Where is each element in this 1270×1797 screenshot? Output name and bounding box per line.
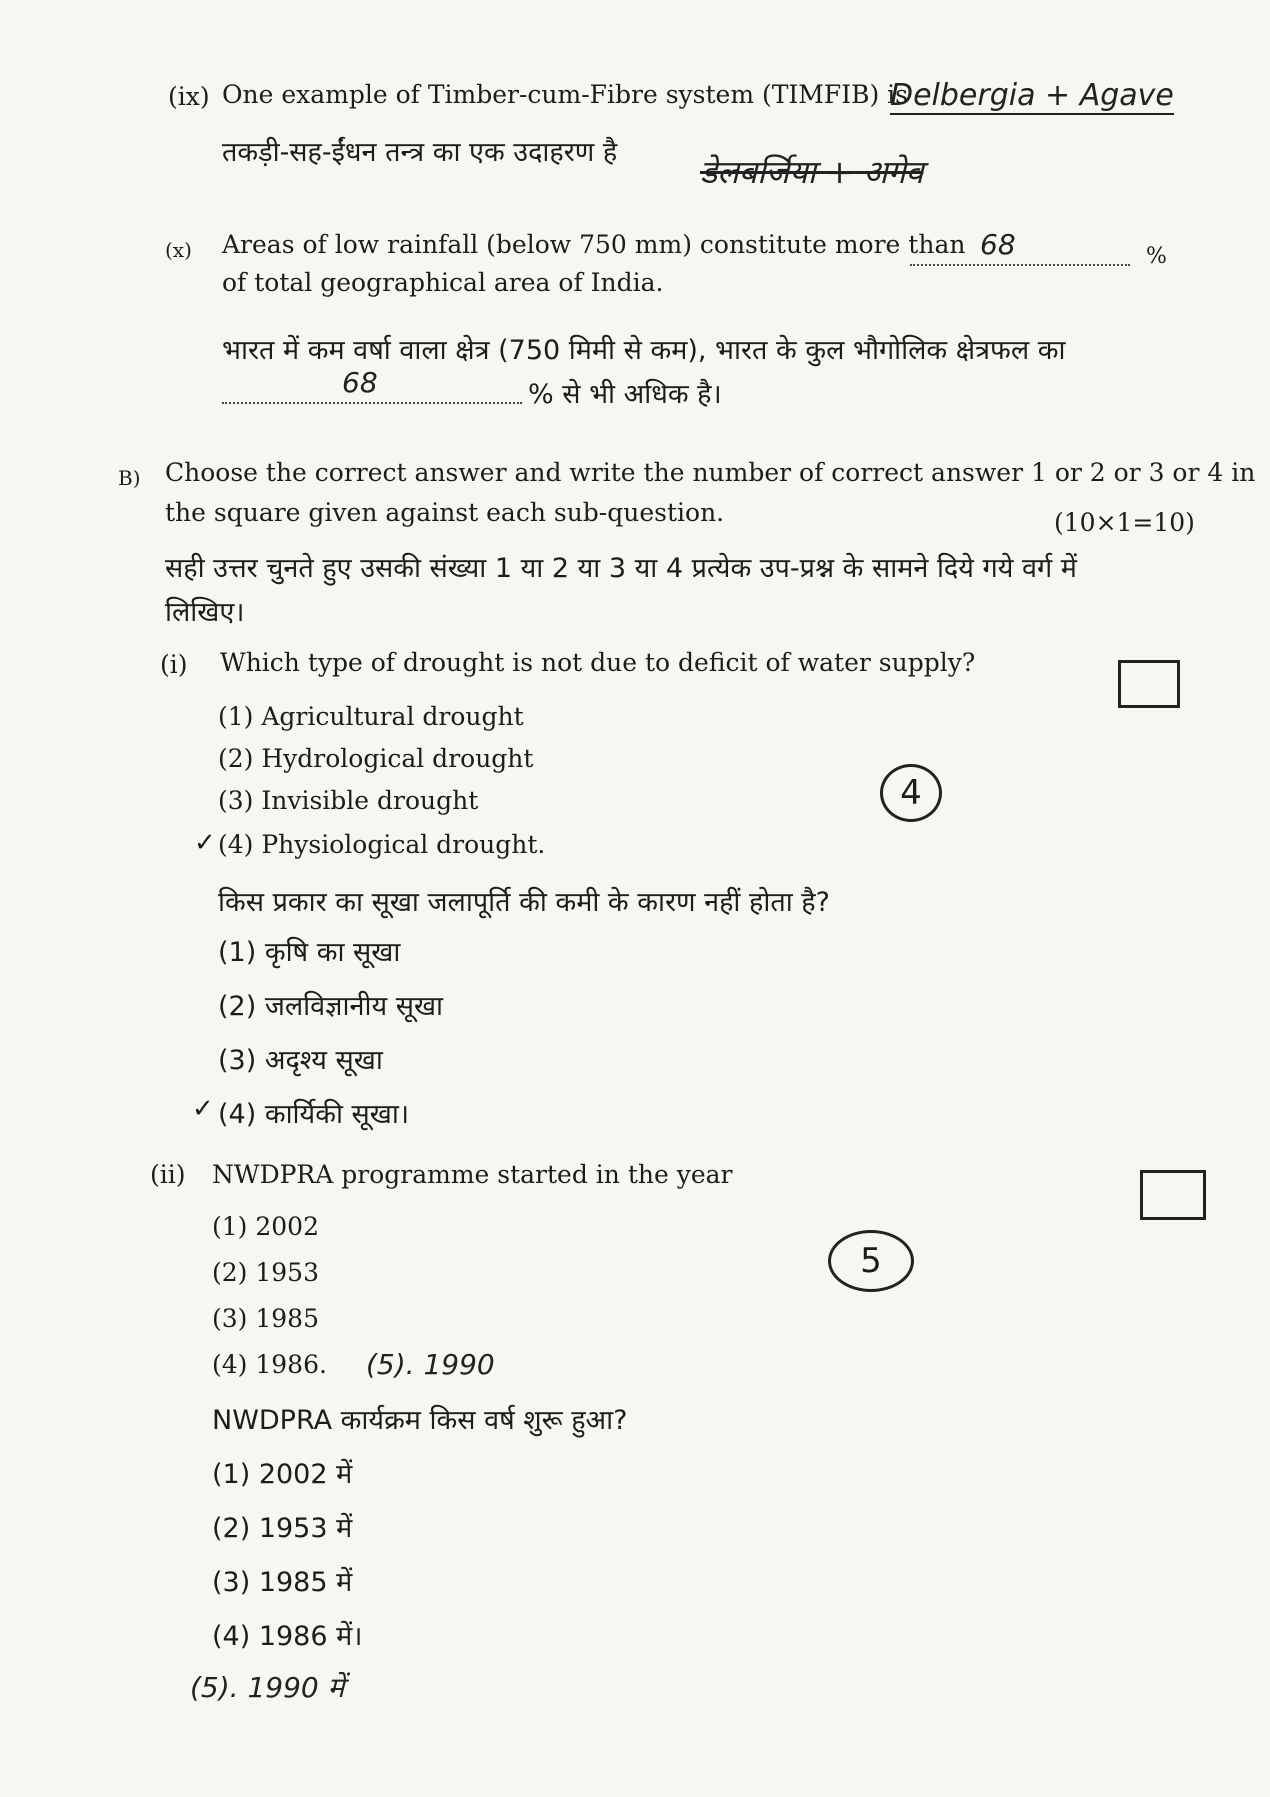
question-ix-answer: Delbergia + Agave — [890, 78, 1174, 113]
question-ix-hindi-answer: डेलबर्जिया + अगेव — [700, 153, 924, 191]
question-ix-number: (ix) — [168, 82, 210, 111]
question-ii-hindi-text: NWDPRA कार्यक्रम किस वर्ष शुरू हुआ? — [212, 1405, 628, 1436]
question-x-hindi-tail: % से भी अधिक है। — [528, 379, 722, 410]
question-i-answer-box[interactable] — [1118, 660, 1180, 708]
section-b-number: B) — [118, 466, 141, 490]
question-x-blank — [910, 228, 1130, 266]
question-i-hindi-tick-mark: ✓ — [192, 1094, 214, 1124]
question-ii-hindi-option-3: (3) 1985 में — [212, 1567, 353, 1598]
section-b-hindi-line2: लिखिए। — [165, 597, 245, 628]
question-i-hindi-option-4: (4) कार्यिकी सूखा। — [218, 1099, 410, 1130]
question-ii-option-1: (1) 2002 — [212, 1212, 319, 1241]
question-ii-option-2: (2) 1953 — [212, 1258, 319, 1287]
question-ii-option-4: (4) 1986. — [212, 1350, 327, 1379]
question-x-number: (x) — [165, 238, 192, 262]
question-x-hindi-line1: भारत में कम वर्षा वाला क्षेत्र (750 मिमी से कम), भारत के कुल भौगोलिक क्षेत्रफल का — [222, 335, 1066, 366]
question-x-line1: Areas of low rainfall (below 750 mm) constitute more than — [222, 230, 966, 259]
question-i-number: (i) — [160, 650, 188, 679]
section-b-marks: (10×1=10) — [1054, 508, 1195, 537]
question-x-answer: 68 — [980, 228, 1016, 261]
question-ii-number: (ii) — [150, 1160, 186, 1189]
question-ix-hindi-text: तकड़ी-सह-ईंधन तन्त्र का एक उदाहरण है — [222, 137, 618, 168]
question-i-tick-mark: ✓ — [194, 828, 216, 858]
section-b-hindi-line1: सही उत्तर चुनते हुए उसकी संख्या 1 या 2 या 3 या 4 प्रत्येक उप-प्रश्न के सामने दिये गये वर्ग में — [165, 553, 1077, 584]
question-x-line2: of total geographical area of India. — [222, 268, 664, 297]
question-ii-hindi-option-2: (2) 1953 में — [212, 1513, 353, 1544]
question-x-hindi-answer: 68 — [342, 366, 378, 399]
section-b-line1: Choose the correct answer and write the number of correct answer 1 or 2 or 3 or 4 in — [165, 458, 1256, 487]
question-x-percent: % — [1146, 244, 1167, 269]
question-i-option-4: (4) Physiological drought. — [218, 830, 546, 859]
question-i-hindi-option-3: (3) अदृश्य सूखा — [218, 1045, 383, 1076]
question-ii-text: NWDPRA programme started in the year — [212, 1160, 733, 1189]
question-ii-option-3: (3) 1985 — [212, 1304, 319, 1333]
question-i-text: Which type of drought is not due to deficit of water supply? — [220, 648, 976, 677]
question-i-option-1: (1) Agricultural drought — [218, 702, 524, 731]
question-i-hindi-option-2: (2) जलविज्ञानीय सूखा — [218, 991, 444, 1022]
question-i-option-2: (2) Hydrological drought — [218, 744, 534, 773]
question-i-hindi-text: किस प्रकार का सूखा जलापूर्ति की कमी के कारण नहीं होता है? — [218, 887, 830, 918]
question-i-option-3: (3) Invisible drought — [218, 786, 479, 815]
question-x-hindi-blank — [222, 366, 522, 404]
question-ii-hindi-option-4: (4) 1986 में। — [212, 1621, 363, 1652]
question-ix-text: One example of Timber-cum-Fibre system (TIMFIB) is — [222, 80, 908, 109]
question-ii-hindi-extra-option: (5). 1990 में — [190, 1671, 345, 1704]
question-ii-extra-option: (5). 1990 — [366, 1348, 495, 1381]
question-ii-circled-answer: 5 — [828, 1230, 914, 1292]
question-ii-hindi-option-1: (1) 2002 में — [212, 1459, 353, 1490]
section-b-line2: the square given against each sub-question. — [165, 498, 725, 527]
question-i-hindi-option-1: (1) कृषि का सूखा — [218, 937, 401, 968]
question-i-circled-answer: 4 — [880, 764, 942, 822]
question-ii-answer-box[interactable] — [1140, 1170, 1206, 1220]
